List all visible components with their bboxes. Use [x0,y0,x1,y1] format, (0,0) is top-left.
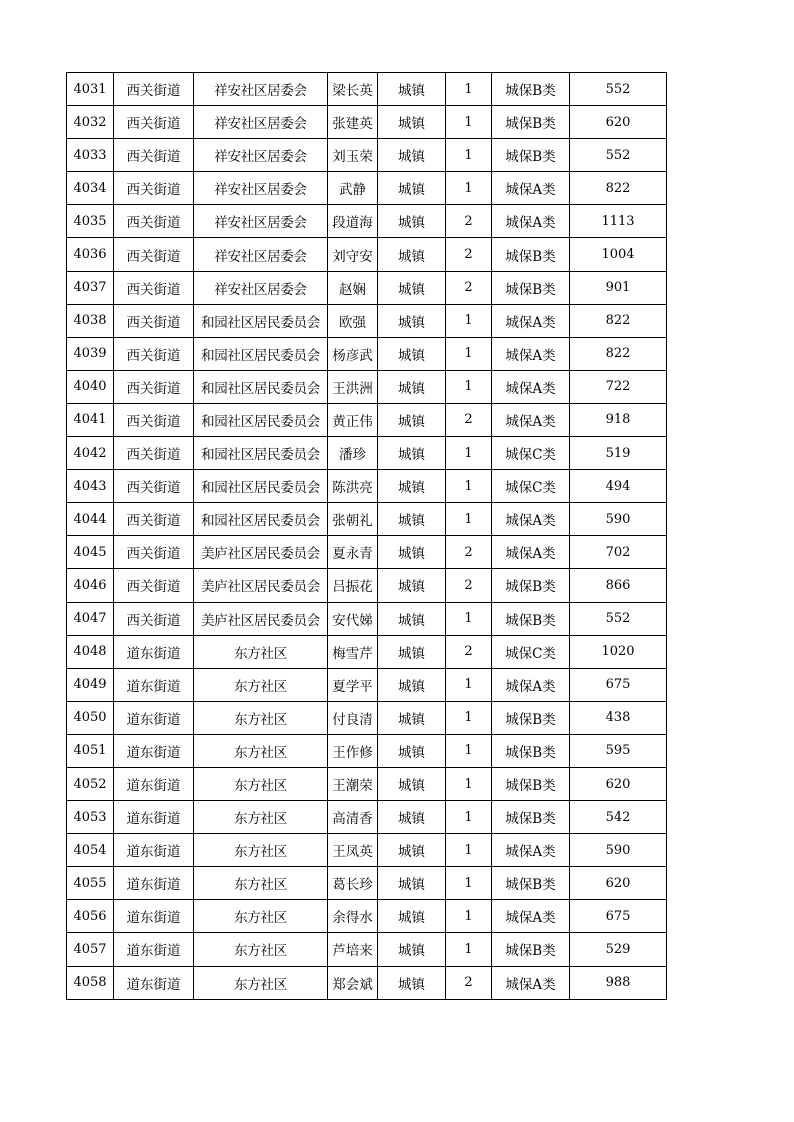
street-cell: 道东街道 [114,900,194,933]
community-cell: 祥安社区居委会 [194,172,328,205]
household-count-cell: 1 [446,834,492,867]
id-cell: 4044 [67,503,114,536]
street-cell: 西关街道 [114,470,194,503]
street-cell: 西关街道 [114,569,194,602]
household-count-cell: 1 [446,734,492,767]
id-cell: 4048 [67,635,114,668]
category-cell: 城保B类 [492,271,570,304]
street-cell: 道东街道 [114,933,194,966]
area-type-cell: 城镇 [378,106,446,139]
area-type-cell: 城镇 [378,370,446,403]
category-cell: 城保B类 [492,569,570,602]
area-type-cell: 城镇 [378,337,446,370]
community-cell: 东方社区 [194,635,328,668]
household-count-cell: 1 [446,73,492,106]
amount-cell: 918 [570,403,667,436]
table-row [67,470,667,503]
street-cell: 西关街道 [114,536,194,569]
area-type-cell: 城镇 [378,767,446,800]
area-type-cell: 城镇 [378,238,446,271]
id-cell: 4032 [67,106,114,139]
area-type-cell: 城镇 [378,801,446,834]
street-cell: 道东街道 [114,966,194,999]
name-cell: 张建英 [328,106,378,139]
street-cell: 西关街道 [114,205,194,238]
table-row [67,801,667,834]
amount-cell: 675 [570,668,667,701]
household-count-cell: 1 [446,801,492,834]
amount-cell: 595 [570,734,667,767]
table-row [67,271,667,304]
household-count-cell: 2 [446,205,492,238]
id-cell: 4058 [67,966,114,999]
amount-cell: 901 [570,271,667,304]
amount-cell: 590 [570,834,667,867]
category-cell: 城保B类 [492,933,570,966]
area-type-cell: 城镇 [378,933,446,966]
name-cell: 王凤英 [328,834,378,867]
name-cell: 高清香 [328,801,378,834]
household-count-cell: 2 [446,536,492,569]
name-cell: 葛长珍 [328,867,378,900]
name-cell: 赵娴 [328,271,378,304]
id-cell: 4050 [67,701,114,734]
category-cell: 城保A类 [492,668,570,701]
amount-cell: 494 [570,470,667,503]
household-count-cell: 1 [446,337,492,370]
id-cell: 4035 [67,205,114,238]
id-cell: 4041 [67,403,114,436]
street-cell: 西关街道 [114,503,194,536]
name-cell: 刘守安 [328,238,378,271]
community-cell: 和园社区居民委员会 [194,437,328,470]
street-cell: 道东街道 [114,668,194,701]
id-cell: 4039 [67,337,114,370]
household-count-cell: 1 [446,304,492,337]
community-cell: 和园社区居民委员会 [194,503,328,536]
community-cell: 东方社区 [194,933,328,966]
area-type-cell: 城镇 [378,602,446,635]
community-cell: 祥安社区居委会 [194,238,328,271]
household-count-cell: 1 [446,767,492,800]
table-row [67,966,667,999]
street-cell: 西关街道 [114,337,194,370]
category-cell: 城保B类 [492,238,570,271]
community-cell: 东方社区 [194,734,328,767]
category-cell: 城保B类 [492,801,570,834]
area-type-cell: 城镇 [378,437,446,470]
category-cell: 城保A类 [492,304,570,337]
name-cell: 郑会斌 [328,966,378,999]
category-cell: 城保A类 [492,337,570,370]
street-cell: 道东街道 [114,767,194,800]
category-cell: 城保A类 [492,205,570,238]
amount-cell: 702 [570,536,667,569]
street-cell: 道东街道 [114,701,194,734]
area-type-cell: 城镇 [378,139,446,172]
category-cell: 城保A类 [492,536,570,569]
id-cell: 4034 [67,172,114,205]
category-cell: 城保B类 [492,73,570,106]
street-cell: 西关街道 [114,73,194,106]
category-cell: 城保B类 [492,767,570,800]
household-count-cell: 1 [446,106,492,139]
household-count-cell: 1 [446,503,492,536]
table-row [67,734,667,767]
table-row [67,602,667,635]
id-cell: 4046 [67,569,114,602]
community-cell: 美庐社区居民委员会 [194,569,328,602]
name-cell: 武静 [328,172,378,205]
name-cell: 黄正伟 [328,403,378,436]
name-cell: 段道海 [328,205,378,238]
community-cell: 和园社区居民委员会 [194,370,328,403]
area-type-cell: 城镇 [378,734,446,767]
household-count-cell: 2 [446,403,492,436]
category-cell: 城保A类 [492,900,570,933]
area-type-cell: 城镇 [378,701,446,734]
area-type-cell: 城镇 [378,569,446,602]
amount-cell: 590 [570,503,667,536]
area-type-cell: 城镇 [378,900,446,933]
id-cell: 4049 [67,668,114,701]
name-cell: 王洪洲 [328,370,378,403]
category-cell: 城保B类 [492,602,570,635]
street-cell: 道东街道 [114,801,194,834]
id-cell: 4051 [67,734,114,767]
household-count-cell: 1 [446,867,492,900]
community-cell: 东方社区 [194,767,328,800]
category-cell: 城保C类 [492,470,570,503]
table-row [67,437,667,470]
table-row [67,933,667,966]
id-cell: 4042 [67,437,114,470]
table-row [67,503,667,536]
street-cell: 西关街道 [114,437,194,470]
name-cell: 刘玉荣 [328,139,378,172]
area-type-cell: 城镇 [378,470,446,503]
category-cell: 城保A类 [492,172,570,205]
community-cell: 祥安社区居委会 [194,205,328,238]
category-cell: 城保A类 [492,966,570,999]
table-row [67,701,667,734]
name-cell: 杨彦武 [328,337,378,370]
community-cell: 和园社区居民委员会 [194,304,328,337]
household-count-cell: 1 [446,668,492,701]
amount-cell: 552 [570,602,667,635]
community-cell: 和园社区居民委员会 [194,470,328,503]
street-cell: 西关街道 [114,271,194,304]
street-cell: 道东街道 [114,834,194,867]
category-cell: 城保B类 [492,734,570,767]
community-cell: 祥安社区居委会 [194,271,328,304]
street-cell: 西关街道 [114,304,194,337]
name-cell: 余得水 [328,900,378,933]
area-type-cell: 城镇 [378,271,446,304]
name-cell: 夏永青 [328,536,378,569]
name-cell: 王作修 [328,734,378,767]
amount-cell: 620 [570,106,667,139]
amount-cell: 552 [570,73,667,106]
table-row [67,304,667,337]
community-cell: 祥安社区居委会 [194,139,328,172]
id-cell: 4052 [67,767,114,800]
amount-cell: 438 [570,701,667,734]
area-type-cell: 城镇 [378,834,446,867]
id-cell: 4036 [67,238,114,271]
street-cell: 西关街道 [114,370,194,403]
id-cell: 4056 [67,900,114,933]
area-type-cell: 城镇 [378,503,446,536]
name-cell: 芦培来 [328,933,378,966]
amount-cell: 552 [570,139,667,172]
street-cell: 西关街道 [114,172,194,205]
table-body [67,73,667,1000]
category-cell: 城保C类 [492,437,570,470]
household-count-cell: 2 [446,238,492,271]
id-cell: 4040 [67,370,114,403]
table-row [67,403,667,436]
amount-cell: 1113 [570,205,667,238]
community-cell: 东方社区 [194,867,328,900]
community-cell: 东方社区 [194,701,328,734]
category-cell: 城保C类 [492,635,570,668]
table-row [67,569,667,602]
table-row [67,337,667,370]
name-cell: 潘珍 [328,437,378,470]
id-cell: 4031 [67,73,114,106]
table-row [67,370,667,403]
community-cell: 东方社区 [194,966,328,999]
id-cell: 4037 [67,271,114,304]
name-cell: 梅雪芹 [328,635,378,668]
amount-cell: 988 [570,966,667,999]
community-cell: 和园社区居民委员会 [194,403,328,436]
area-type-cell: 城镇 [378,205,446,238]
area-type-cell: 城镇 [378,867,446,900]
community-cell: 东方社区 [194,900,328,933]
id-cell: 4045 [67,536,114,569]
table-row [67,172,667,205]
amount-cell: 675 [570,900,667,933]
household-count-cell: 1 [446,701,492,734]
street-cell: 西关街道 [114,139,194,172]
area-type-cell: 城镇 [378,668,446,701]
community-cell: 东方社区 [194,668,328,701]
table-row [67,900,667,933]
category-cell: 城保B类 [492,701,570,734]
id-cell: 4038 [67,304,114,337]
id-cell: 4043 [67,470,114,503]
id-cell: 4055 [67,867,114,900]
street-cell: 道东街道 [114,635,194,668]
household-count-cell: 1 [446,900,492,933]
household-count-cell: 1 [446,370,492,403]
street-cell: 道东街道 [114,734,194,767]
data-table [66,72,667,1000]
name-cell: 王潮荣 [328,767,378,800]
amount-cell: 1004 [570,238,667,271]
table-row [67,767,667,800]
name-cell: 夏学平 [328,668,378,701]
name-cell: 陈洪亮 [328,470,378,503]
id-cell: 4033 [67,139,114,172]
name-cell: 安代娣 [328,602,378,635]
category-cell: 城保B类 [492,106,570,139]
household-count-cell: 1 [446,602,492,635]
amount-cell: 519 [570,437,667,470]
amount-cell: 620 [570,767,667,800]
community-cell: 和园社区居民委员会 [194,337,328,370]
household-count-cell: 1 [446,139,492,172]
household-count-cell: 1 [446,172,492,205]
table-row [67,834,667,867]
table-row [67,635,667,668]
name-cell: 梁长英 [328,73,378,106]
amount-cell: 822 [570,337,667,370]
table-row [67,668,667,701]
area-type-cell: 城镇 [378,966,446,999]
street-cell: 西关街道 [114,106,194,139]
area-type-cell: 城镇 [378,403,446,436]
amount-cell: 822 [570,304,667,337]
community-cell: 东方社区 [194,834,328,867]
name-cell: 欧强 [328,304,378,337]
street-cell: 西关街道 [114,403,194,436]
id-cell: 4054 [67,834,114,867]
amount-cell: 1020 [570,635,667,668]
household-count-cell: 2 [446,569,492,602]
amount-cell: 542 [570,801,667,834]
category-cell: 城保B类 [492,139,570,172]
area-type-cell: 城镇 [378,304,446,337]
area-type-cell: 城镇 [378,73,446,106]
street-cell: 西关街道 [114,602,194,635]
community-cell: 美庐社区居民委员会 [194,602,328,635]
community-cell: 东方社区 [194,801,328,834]
category-cell: 城保A类 [492,403,570,436]
amount-cell: 529 [570,933,667,966]
street-cell: 西关街道 [114,238,194,271]
table-row [67,205,667,238]
household-count-cell: 1 [446,933,492,966]
category-cell: 城保B类 [492,867,570,900]
table-row [67,536,667,569]
area-type-cell: 城镇 [378,635,446,668]
id-cell: 4053 [67,801,114,834]
table-row [67,238,667,271]
name-cell: 吕振花 [328,569,378,602]
table-row [67,106,667,139]
amount-cell: 620 [570,867,667,900]
id-cell: 4057 [67,933,114,966]
category-cell: 城保A类 [492,503,570,536]
area-type-cell: 城镇 [378,172,446,205]
table-row [67,73,667,106]
table-row [67,139,667,172]
amount-cell: 866 [570,569,667,602]
table-row [67,867,667,900]
household-count-cell: 2 [446,635,492,668]
community-cell: 美庐社区居民委员会 [194,536,328,569]
category-cell: 城保A类 [492,834,570,867]
household-count-cell: 2 [446,271,492,304]
community-cell: 祥安社区居委会 [194,73,328,106]
amount-cell: 822 [570,172,667,205]
category-cell: 城保A类 [492,370,570,403]
community-cell: 祥安社区居委会 [194,106,328,139]
household-count-cell: 1 [446,437,492,470]
id-cell: 4047 [67,602,114,635]
amount-cell: 722 [570,370,667,403]
name-cell: 付良清 [328,701,378,734]
household-count-cell: 2 [446,966,492,999]
street-cell: 道东街道 [114,867,194,900]
area-type-cell: 城镇 [378,536,446,569]
name-cell: 张朝礼 [328,503,378,536]
household-count-cell: 1 [446,470,492,503]
